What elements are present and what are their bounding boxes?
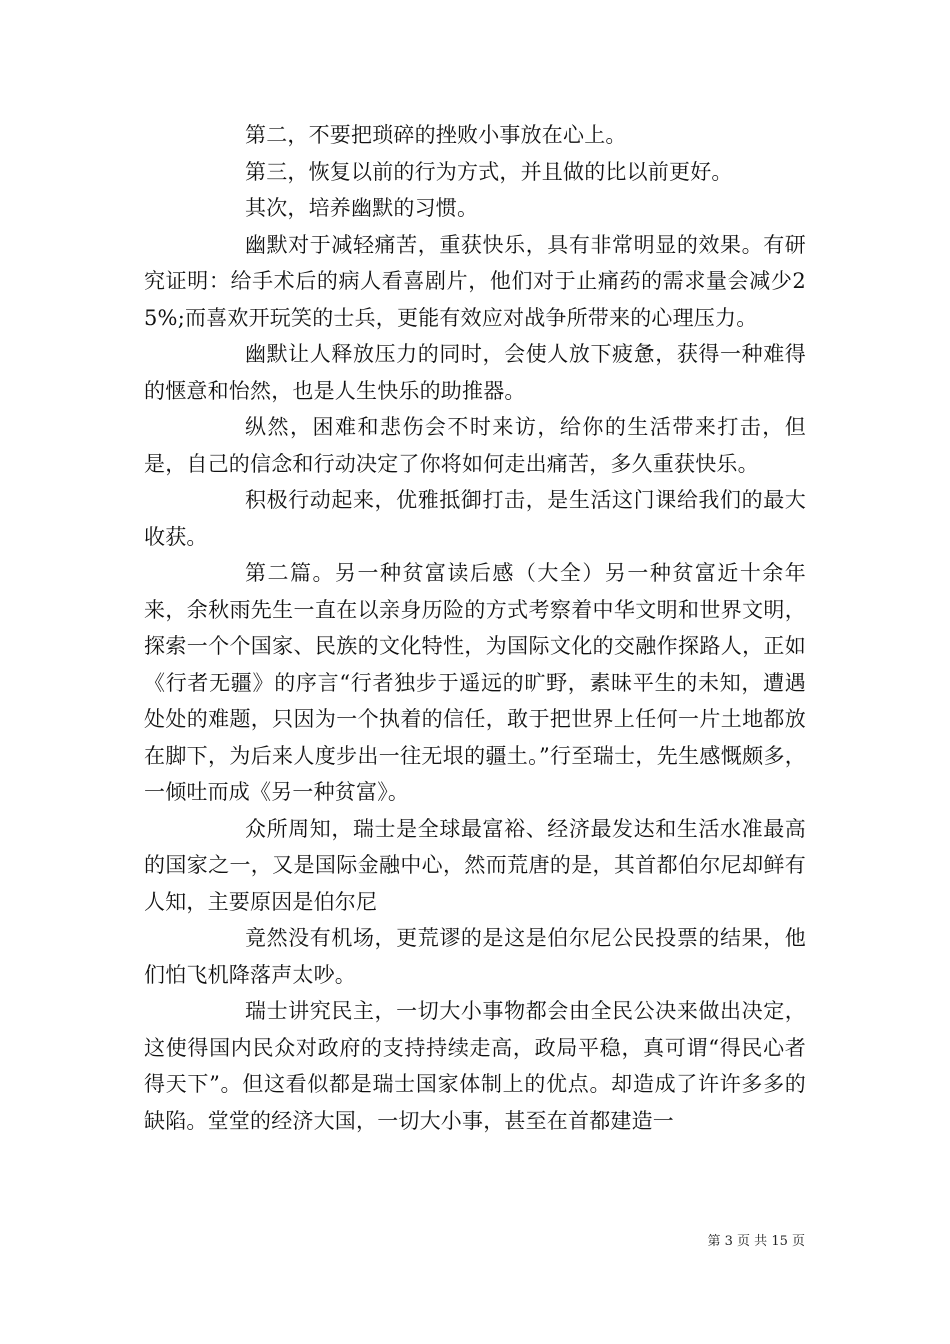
document-body bbox=[144, 117, 806, 1139]
paragraph: 其次，培养幽默的习惯。 bbox=[245, 196, 479, 220]
paragraph: 第二篇。另一种贫富读后感（大全）另一种贫富近十余年来，余秋雨先生一直在以亲身历险的方式考察着中华文明和世界文明，探索一个个国家、民族的文化特性，为国际文化的交融作探路人，正如《行者无疆》的序言“行者独步于遥远的旷野，素昧平生的未知，遭遇处处的难题，只因为一个执着的信任，敢于把世界上任何一片土地都放在脚下，为后来人度步出一往无垠的疆土。”行至瑞士，先生感慨颇多，一倾吐而成《另一种贫富》。 bbox=[144, 561, 806, 804]
paragraph: 纵然，困难和悲伤会不时来访，给你的生活带来打击，但是，自己的信念和行动决定了你将如何走出痛苦，多久重获快乐。 bbox=[144, 415, 806, 476]
paragraph: 瑞士讲究民主，一切大小事物都会由全民公决来做出决定，这使得国内民众对政府的支持持续走高，政局平稳，真可谓“得民心者得天下”。但这看似都是瑞士国家体制上的优点。却造成了许许多多的缺陷。堂堂的经济大国，一切大小事，甚至在首都建造一 bbox=[144, 999, 806, 1133]
paragraph: 第二，不要把琐碎的挫败小事放在心上。 bbox=[245, 123, 627, 147]
paragraph: 幽默对于减轻痛苦，重获快乐，具有非常明显的效果。有研究证明：给手术后的病人看喜剧片，他们对于止痛药的需求量会减少25%;而喜欢开玩笑的士兵，更能有效应对战争所带来的心理压力。 bbox=[144, 232, 806, 330]
paragraph: 竟然没有机场，更荒谬的是这是伯尔尼公民投票的结果，他们怕飞机降落声太吵。 bbox=[144, 926, 806, 987]
paragraph: 积极行动起来，优雅抵御打击，是生活这门课给我们的最大收获。 bbox=[144, 488, 806, 549]
page-number-footer: 第 3 页 共 15 页 bbox=[707, 1234, 805, 1249]
paragraph: 幽默让人释放压力的同时，会使人放下疲惫，获得一种难得的惬意和怡然，也是人生快乐的助推器。 bbox=[144, 342, 806, 403]
paragraph: 第三，恢复以前的行为方式，并且做的比以前更好。 bbox=[245, 159, 733, 184]
paragraph: 众所周知，瑞士是全球最富裕、经济最发达和生活水准最高的国家之一，又是国际金融中心，然而荒唐的是，其首都伯尔尼却鲜有人知，主要原因是伯尔尼 bbox=[144, 816, 806, 914]
